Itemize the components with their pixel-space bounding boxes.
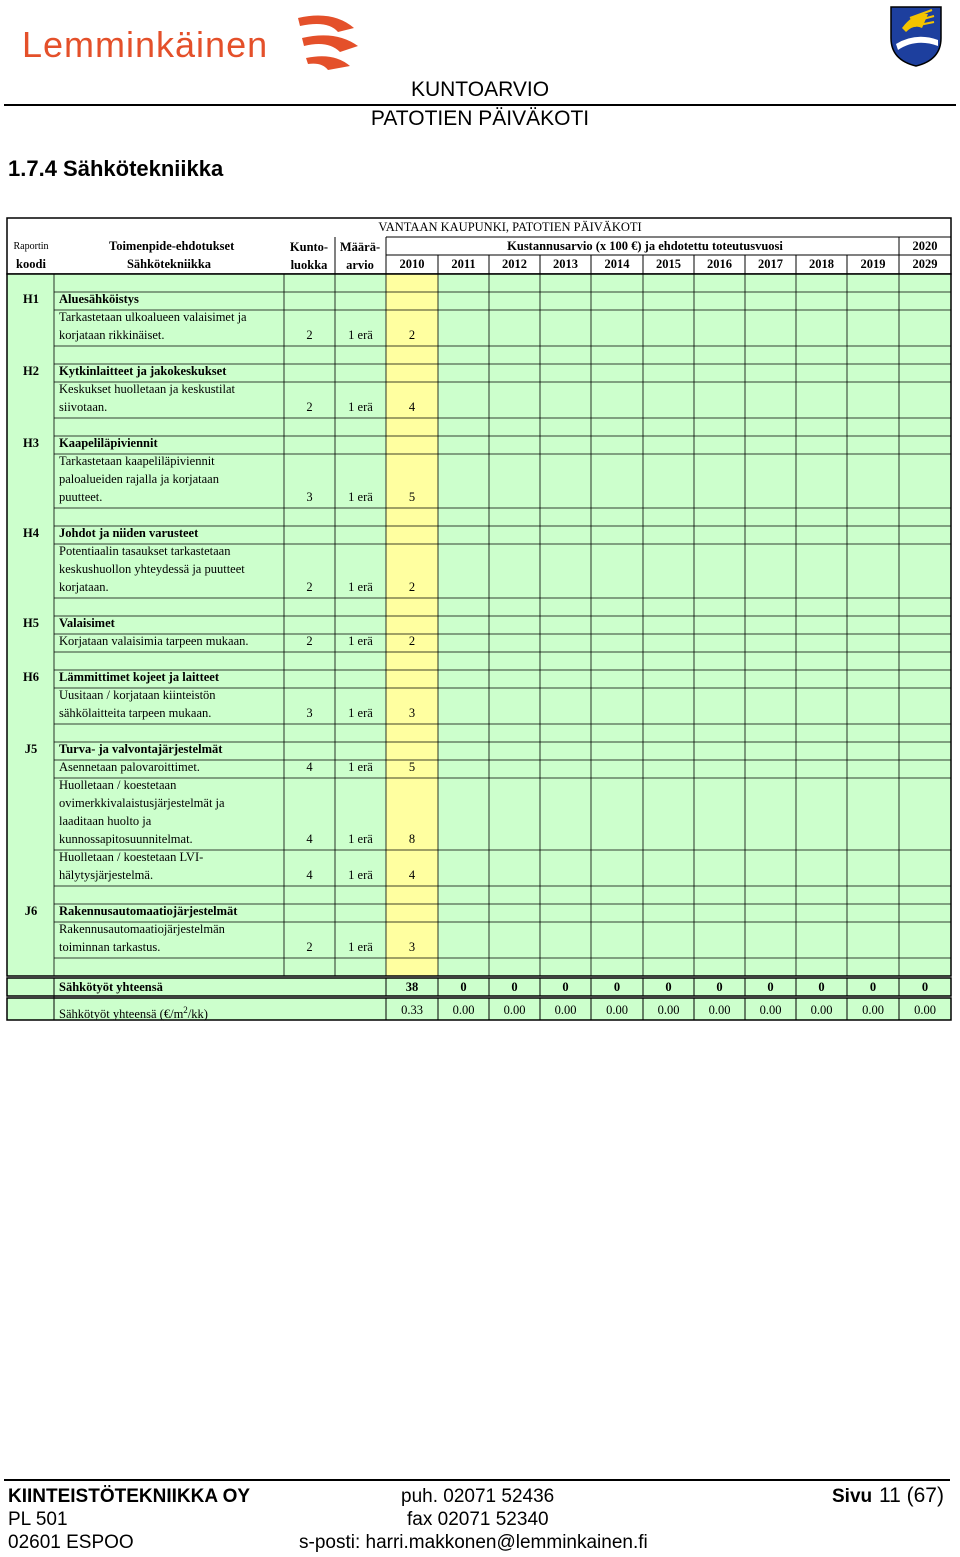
row-code: H6 [23,670,39,684]
header-year: 2014 [604,257,630,271]
kuntoluokka-value: 4 [306,760,313,774]
cost-2010-value: 5 [408,760,416,774]
group-title: Aluesähköistys [59,292,139,306]
row-code: H3 [23,436,39,450]
total-value: 0 [869,980,877,994]
maara-value: 1 erä [348,940,373,954]
total-value: 0 [562,980,569,994]
row-code: H4 [23,526,39,540]
item-description: Tarkastetaan ulkoalueen valaisimet ja [59,310,247,324]
footer-page-label: Sivu [832,1486,873,1507]
per-m2-label [59,1002,208,1022]
maara-value: 1 erä [348,634,373,648]
item-description: Uusitaan / korjataan kiinteistön [59,688,216,702]
header-year: 2019 [860,257,886,271]
header-year: 2011 [451,257,476,271]
group-title: Kytkinlaitteet ja jakokeskukset [59,364,227,378]
maara-value: 1 erä [348,760,373,774]
per-m2-value: 0.00 [914,1003,936,1017]
cost-2010-value: 2 [408,580,416,594]
item-description: Korjataan valaisimia tarpeen mukaan. [59,634,249,648]
cost-2010-value: 2 [408,634,416,648]
item-description: sähkölaitteita tarpeen mukaan. [59,706,212,720]
item-description: Tarkastetaan kaapeliläpiviennit [59,454,215,468]
document-subtitle: PATOTIEN PÄIVÄKOTI [370,107,590,130]
footer-fax: fax 02071 52340 [407,1509,549,1530]
per-m2-value: 0.00 [554,1003,577,1017]
kuntoluokka-value: 2 [306,328,313,342]
item-description: korjataan rikkinäiset. [59,328,165,342]
total-label: Sähkötyöt yhteensä [59,980,163,994]
item-description: siivotaan. [59,400,108,414]
total-value: 0 [460,980,467,994]
item-description: Huolletaan / koestetaan [59,778,177,792]
item-description: kunnossapitosuunnitelmat. [59,832,193,846]
header-year: 2016 [707,257,732,271]
row-code: H2 [23,364,39,378]
header-koodi: koodi [16,257,46,271]
item-description: keskushuollon yhteydessä ja puutteet [59,562,245,576]
document-title: KUNTOARVIO [410,78,550,101]
maara-value: 1 erä [348,400,373,414]
maara-value: 1 erä [348,706,373,720]
item-description: korjataan. [59,580,109,594]
cost-2010-value: 4 [408,400,416,414]
total-value: 0 [921,980,929,994]
cost-2010-value: 8 [408,832,416,846]
item-description: hälytysjärjestelmä. [59,868,154,882]
footer-pl: PL 501 [8,1509,68,1530]
section-title: 1.7.4 Sähkötekniikka [8,156,224,181]
kuntoluokka-value: 2 [306,634,313,648]
per-m2-label-b: /kk) [187,1007,208,1022]
kuntoluokka-value: 2 [306,580,313,594]
item-description: ovimerkkivalaistusjärjestelmät ja [59,796,225,810]
per-m2-value: 0.00 [452,1003,475,1017]
header-toimenpide: Toimenpide-ehdotukset [109,239,235,253]
cost-2010-value: 3 [408,940,416,954]
header-raportin: Raportin [13,241,49,252]
footer-company: KIINTEISTÖTEKNIIKKA OY [8,1486,251,1507]
total-value: 0 [511,980,518,994]
header-year: 2015 [656,257,681,271]
total-value: 0 [716,980,723,994]
per-m2-sup: 2 [183,1005,188,1015]
item-description: Potentiaalin tasaukset tarkastetaan [59,544,231,558]
header-year: 2012 [502,257,527,271]
row-code: J6 [24,904,38,918]
header-arvio: arvio [346,258,374,272]
header-year: 2029 [912,257,938,271]
per-m2-value: 0.00 [810,1003,833,1017]
group-title: Rakennusautomaatiojärjestelmät [59,904,238,918]
header-year: 2017 [758,257,783,271]
total-value: 0 [613,980,621,994]
total-value: 0 [665,980,672,994]
maara-value: 1 erä [348,328,373,342]
group-title: Johdot ja niiden varusteet [59,526,199,540]
item-description: Huolletaan / koestetaan LVI- [59,850,204,864]
maara-value: 1 erä [348,580,373,594]
cost-2010-value: 5 [408,490,416,504]
header-year: 2010 [399,257,425,271]
item-description: Asennetaan palovaroittimet. [59,760,200,774]
header-year: 2013 [553,257,578,271]
maara-value: 1 erä [348,832,373,846]
kuntoluokka-value: 3 [306,706,313,720]
row-code: H1 [23,292,39,306]
per-m2-value: 0.00 [503,1003,526,1017]
total-value: 0 [767,980,774,994]
footer-page-number: 11 (67) [879,1484,944,1507]
group-title: Turva- ja valvontajärjestelmät [59,742,223,756]
footer-phone: puh. 02071 52436 [401,1486,555,1507]
group-title: Lämmittimet kojeet ja laitteet [59,670,219,684]
item-description: paloalueiden rajalla ja korjataan [59,472,219,486]
header-luokka: luokka [290,258,328,272]
cost-2010-value: 4 [408,868,416,882]
per-m2-value: 0.00 [862,1003,884,1017]
row-code: H5 [23,616,39,630]
logo-text: Lemminkäinen [22,24,269,65]
item-description: Keskukset huolletaan ja keskustilat [59,382,236,396]
cost-2010-value: 3 [408,706,416,720]
per-m2-value: 0.00 [606,1003,628,1017]
footer-email: s-posti: harri.makkonen@lemminkainen.fi [299,1532,648,1553]
header-sahkotekniikka: Sähkötekniikka [126,257,212,271]
maara-value: 1 erä [348,490,373,504]
header-year: 2018 [809,257,834,271]
cost-2010-value: 2 [408,328,416,342]
header-kunto: Kunto- [289,240,329,254]
total-value: 38 [405,980,419,994]
header-kustannusarvio: Kustannusarvio (x 100 €) ja ehdotettu toteutusvuosi [507,239,783,253]
per-m2-value: 0.00 [759,1003,782,1017]
kuntoluokka-value: 2 [306,940,313,954]
header-year-2020: 2020 [912,239,938,253]
item-description: laaditaan huolto ja [59,814,152,828]
footer-city: 02601 ESPOO [8,1532,134,1553]
header-maara: Määrä- [339,240,381,254]
per-m2-value: 0.00 [657,1003,680,1017]
per-m2-value: 0.33 [401,1003,423,1017]
item-description: puutteet. [59,490,103,504]
per-m2-label-a: Sähkötyöt yhteensä (€/m [59,1007,184,1022]
table-title: VANTAAN KAUPUNKI, PATOTIEN PÄIVÄKOTI [378,220,642,234]
group-title: Valaisimet [59,616,115,630]
per-m2-value: 0.00 [708,1003,731,1017]
footer-rule [4,1479,950,1481]
item-description: Rakennusautomaatiojärjestelmän [59,922,225,936]
kuntoluokka-value: 4 [306,868,313,882]
kuntoluokka-value: 2 [306,400,313,414]
group-title: Kaapeliläpiviennit [59,436,158,450]
kuntoluokka-value: 4 [306,832,313,846]
item-description: toiminnan tarkastus. [59,940,161,954]
row-code: J5 [24,742,38,756]
maara-value: 1 erä [348,868,373,882]
total-value: 0 [818,980,825,994]
kuntoluokka-value: 3 [306,490,313,504]
